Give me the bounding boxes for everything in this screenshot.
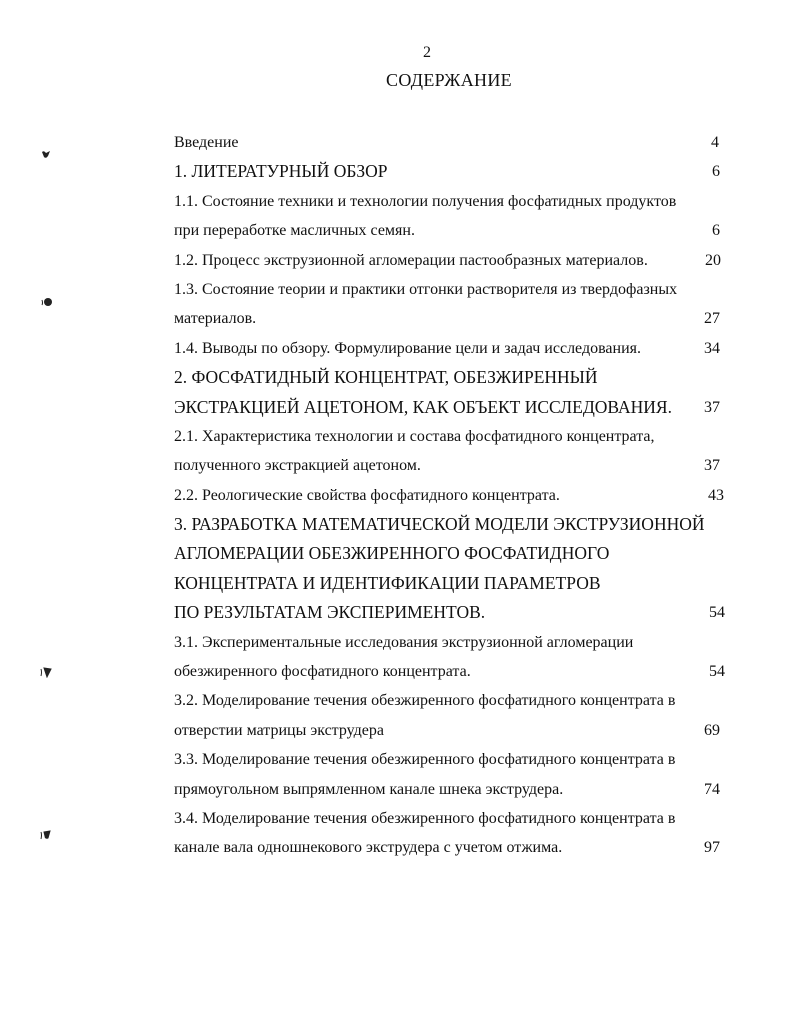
toc-page-number: 6 — [712, 222, 720, 240]
toc-entry[interactable] — [174, 393, 726, 422]
toc-entry-text: канале вала одношнекового экструдера с учетом отжима. — [174, 839, 563, 857]
toc-page-number: 69 — [704, 721, 720, 739]
toc-entry-text: полученного экстракцией ацетоном. — [174, 457, 421, 475]
toc-entry[interactable] — [174, 775, 726, 804]
toc-page-number: 97 — [704, 839, 720, 857]
toc-page-number: 27 — [704, 310, 720, 328]
toc-page-number: 34 — [704, 339, 720, 357]
toc-entry[interactable] — [174, 304, 726, 333]
toc-entry[interactable] — [174, 628, 726, 657]
toc-entry[interactable] — [174, 598, 726, 627]
toc-entry-text: 3.4. Моделирование течения обезжиренного фосфатидного концентрата в — [174, 809, 676, 827]
toc-entry-text: 3.1. Экспериментальные исследования экструзионной агломерации — [174, 633, 634, 651]
toc-entry[interactable] — [174, 157, 726, 186]
toc-entry-text: КОНЦЕНТРАТА И ИДЕНТИФИКАЦИИ ПАРАМЕТРОВ — [174, 572, 601, 593]
table-of-contents — [174, 128, 726, 863]
toc-entry-text: АГЛОМЕРАЦИИ ОБЕЗЖИРЕННОГО ФОСФАТИДНОГО — [174, 543, 610, 564]
toc-entry-text: 2.1. Характеристика технологии и состава фосфатидного концентрата, — [174, 427, 655, 445]
toc-entry-text: отверстии матрицы экструдера — [174, 721, 384, 739]
toc-entry[interactable] — [174, 686, 726, 715]
toc-page-number: 4 — [711, 134, 719, 151]
toc-entry[interactable] — [174, 422, 726, 451]
toc-entry-text: материалов. — [174, 310, 257, 328]
toc-entry-text: Введение — [174, 134, 239, 151]
toc-entry[interactable] — [174, 539, 726, 568]
toc-page-number: 20 — [705, 251, 721, 269]
toc-page-number: 54 — [709, 663, 725, 681]
toc-entry[interactable] — [174, 804, 726, 833]
toc-entry[interactable] — [174, 745, 726, 774]
toc-page-number: 74 — [704, 780, 720, 798]
toc-entry[interactable] — [174, 246, 726, 275]
punch-mark-icon — [40, 666, 52, 678]
toc-page-number: 6 — [712, 163, 720, 181]
toc-entry-text: 3.3. Моделирование течения обезжиренного фосфатидного концентрата в — [174, 751, 676, 769]
punch-mark-icon — [41, 296, 53, 308]
toc-entry[interactable] — [174, 334, 726, 363]
page-number: 2 — [423, 44, 431, 61]
toc-entry-text: 1.4. Выводы по обзору. Формулирование цели и задач исследования. — [174, 339, 642, 357]
toc-entry-text: ЭКСТРАКЦИЕЙ АЦЕТОНОМ, КАК ОБЪЕКТ ИССЛЕДОВАНИЯ. — [174, 396, 672, 417]
toc-entry[interactable] — [174, 510, 726, 539]
toc-entry-text: обезжиренного фосфатидного концентрата. — [174, 663, 471, 681]
toc-entry[interactable] — [174, 716, 726, 745]
toc-entry[interactable] — [174, 481, 726, 510]
toc-entry-text: 2.2. Реологические свойства фосфатидного концентрата. — [174, 486, 560, 504]
toc-entry[interactable] — [174, 833, 726, 862]
toc-entry-text: 3. РАЗРАБОТКА МАТЕМАТИЧЕСКОЙ МОДЕЛИ ЭКСТРУЗИОННОЙ — [174, 514, 705, 535]
toc-entry[interactable] — [174, 128, 726, 157]
punch-mark-icon — [40, 829, 52, 841]
toc-entry-text: прямоугольном выпрямленном канале шнека экструдера. — [174, 780, 564, 798]
toc-entry-text: 3.2. Моделирование течения обезжиренного фосфатидного концентрата в — [174, 692, 676, 710]
toc-entry-text: 1.1. Состояние техники и технологии получения фосфатидных продуктов — [174, 192, 677, 210]
toc-page-number: 37 — [704, 457, 720, 475]
toc-entry[interactable] — [174, 187, 726, 216]
page-title: СОДЕРЖАНИЕ — [386, 70, 512, 90]
toc-entry[interactable] — [174, 569, 726, 598]
toc-entry-text: ПО РЕЗУЛЬТАТАМ ЭКСПЕРИМЕНТОВ. — [174, 602, 486, 623]
toc-page-number: 54 — [709, 604, 725, 622]
punch-mark-icon — [40, 149, 52, 161]
toc-entry-text: 2. ФОСФАТИДНЫЙ КОНЦЕНТРАТ, ОБЕЗЖИРЕННЫЙ — [174, 367, 598, 388]
toc-entry[interactable] — [174, 216, 726, 245]
toc-entry-text: 1.2. Процесс экструзионной агломерации пастообразных материалов. — [174, 251, 648, 269]
toc-page-number: 37 — [704, 398, 720, 416]
toc-entry[interactable] — [174, 451, 726, 480]
toc-entry[interactable] — [174, 363, 726, 392]
toc-entry[interactable] — [174, 657, 726, 686]
toc-entry-text: при переработке масличных семян. — [174, 222, 415, 240]
toc-entry-text: 1. ЛИТЕРАТУРНЫЙ ОБЗОР — [174, 161, 388, 182]
toc-entry-text: 1.3. Состояние теории и практики отгонки растворителя из твердофазных — [174, 280, 678, 298]
toc-entry[interactable] — [174, 275, 726, 304]
toc-page-number: 43 — [708, 486, 724, 504]
